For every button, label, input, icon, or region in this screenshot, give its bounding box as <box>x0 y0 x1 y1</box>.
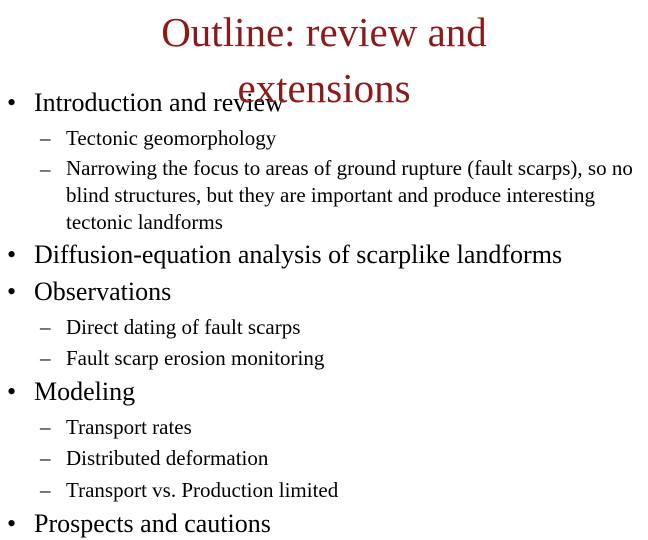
outline-subitem-label: Direct dating of fault scarps <box>66 315 301 339</box>
outline-item-label: Diffusion-equation analysis of scarplike landforms <box>34 240 563 269</box>
bullet-icon: • <box>7 240 17 269</box>
dash-icon: – <box>40 478 51 502</box>
bullet-icon: • <box>7 509 17 538</box>
bullet-icon: • <box>7 277 17 306</box>
dash-icon: – <box>40 126 51 150</box>
slide-title: Outline: review and extensions <box>161 9 487 111</box>
outline-subitem-label: Narrowing the focus to areas of ground rupture (fault scarps), so no blind structures, but they are important and produce interesting tectonic landforms <box>66 156 633 234</box>
bullet-icon: • <box>7 88 17 117</box>
outline-item-label: Prospects and cautions <box>34 509 271 538</box>
dash-icon: – <box>40 446 51 470</box>
dash-icon: – <box>40 157 51 181</box>
outline-item-label: Introduction and review <box>34 88 284 117</box>
outline-subitem-label: Fault scarp erosion monitoring <box>66 346 325 370</box>
outline-subitem-label: Distributed deformation <box>66 446 269 470</box>
outline-subitem-label: Transport rates <box>66 415 192 439</box>
dash-icon: – <box>40 315 51 339</box>
outline-subitem-label: Transport vs. Production limited <box>66 478 339 502</box>
outline-subitem-label: Tectonic geomorphology <box>66 126 277 150</box>
outline-item-label: Observations <box>34 277 172 306</box>
outline-item-label: Modeling <box>34 377 136 406</box>
dash-icon: – <box>40 415 51 439</box>
dash-icon: – <box>40 346 51 370</box>
bullet-icon: • <box>7 377 17 406</box>
